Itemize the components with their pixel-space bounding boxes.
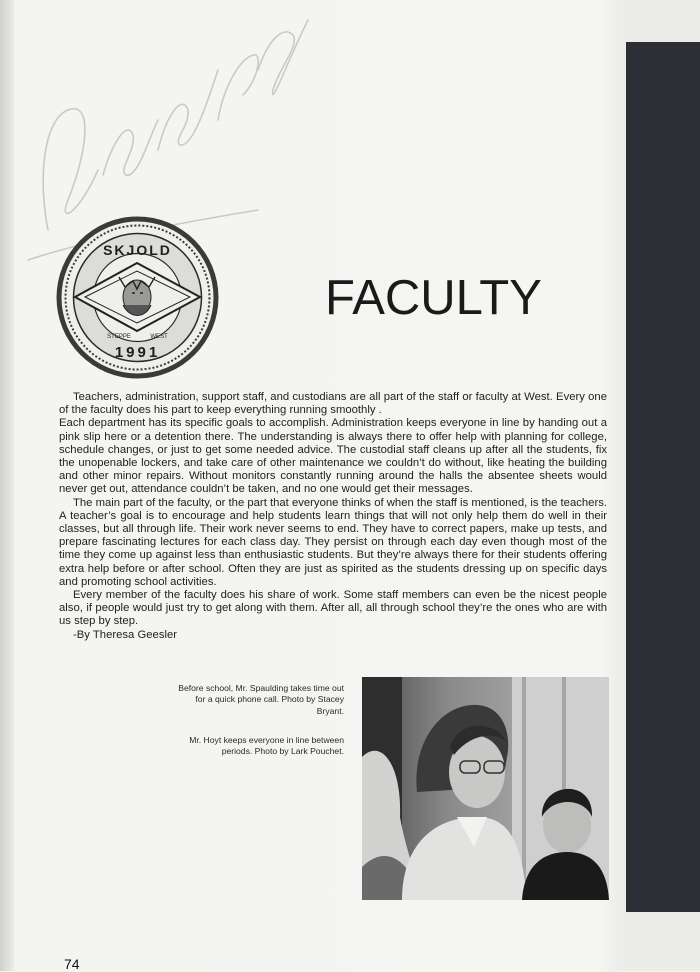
seal-band-right: WEST	[150, 334, 168, 340]
paragraph-departments: Each department has its specific goals to accomplish. Administration keeps everyone in line by handing out a pink slip here or a detention there. The understanding is always there to offer help with planning for college, schedule changes, or just to get some needed advice. The custodial staff cleans up after all the students, fix the unopenable lockers, and take care of other maintenance we couldn’t do without, like heating the building and other minor repairs. Without monitors constantly running around the halls the absentee sheets would never get out, attendance couldn’t be taken, and no one would get their messages.	[59, 417, 607, 496]
article-body	[59, 391, 607, 642]
paragraph-closing: Every member of the faculty does his share of work. Some staff members can even be the nicest people also, if people would just try to get along with them. After all, all through school they’re the ones who are with us step by step.	[59, 589, 607, 628]
facing-page-edge	[626, 42, 700, 912]
paragraph-teachers: The main part of the faculty, or the part that everyone thinks of when the staff is mentioned, is the teachers. A teacher’s goal is to encourage and help students learn things that will not only help them do well in their classes, but all through life. Their work never seems to end. They have to correct papers, make up tests, and prepare fascinating lectures for each class day. They persist on through each day even though most of the time they come up against less than enthusiastic students. But they’re always there for their students offering extra help before or after school. Often they are just as spirited as the students dressing up on specific days and promoting school activities.	[59, 496, 607, 588]
show-through-text	[520, 160, 531, 211]
seal-band-left: STEPPE	[107, 334, 131, 340]
photo-caption-2: Mr. Hoyt keeps everyone in line between periods. Photo by Lark Pouchet.	[189, 735, 344, 757]
seal-year: 1991	[114, 344, 161, 361]
skjold-seal	[55, 215, 220, 380]
page-title: FACULTY	[325, 271, 542, 325]
faculty-photo	[362, 677, 609, 900]
photo-caption-1: Before school, Mr. Spaulding takes time out for a quick phone call. Photo by Stacey Bryant.	[178, 683, 344, 716]
page-number: 74	[64, 956, 80, 972]
seal-top-text: SKJOLD	[103, 242, 172, 258]
byline: -By Theresa Geesler	[73, 628, 178, 641]
paragraph-intro: Teachers, administration, support staff, and custodians are all part of the staff or faculty at West. Every one of the faculty does his part to keep everything running smoothly .	[59, 391, 607, 417]
